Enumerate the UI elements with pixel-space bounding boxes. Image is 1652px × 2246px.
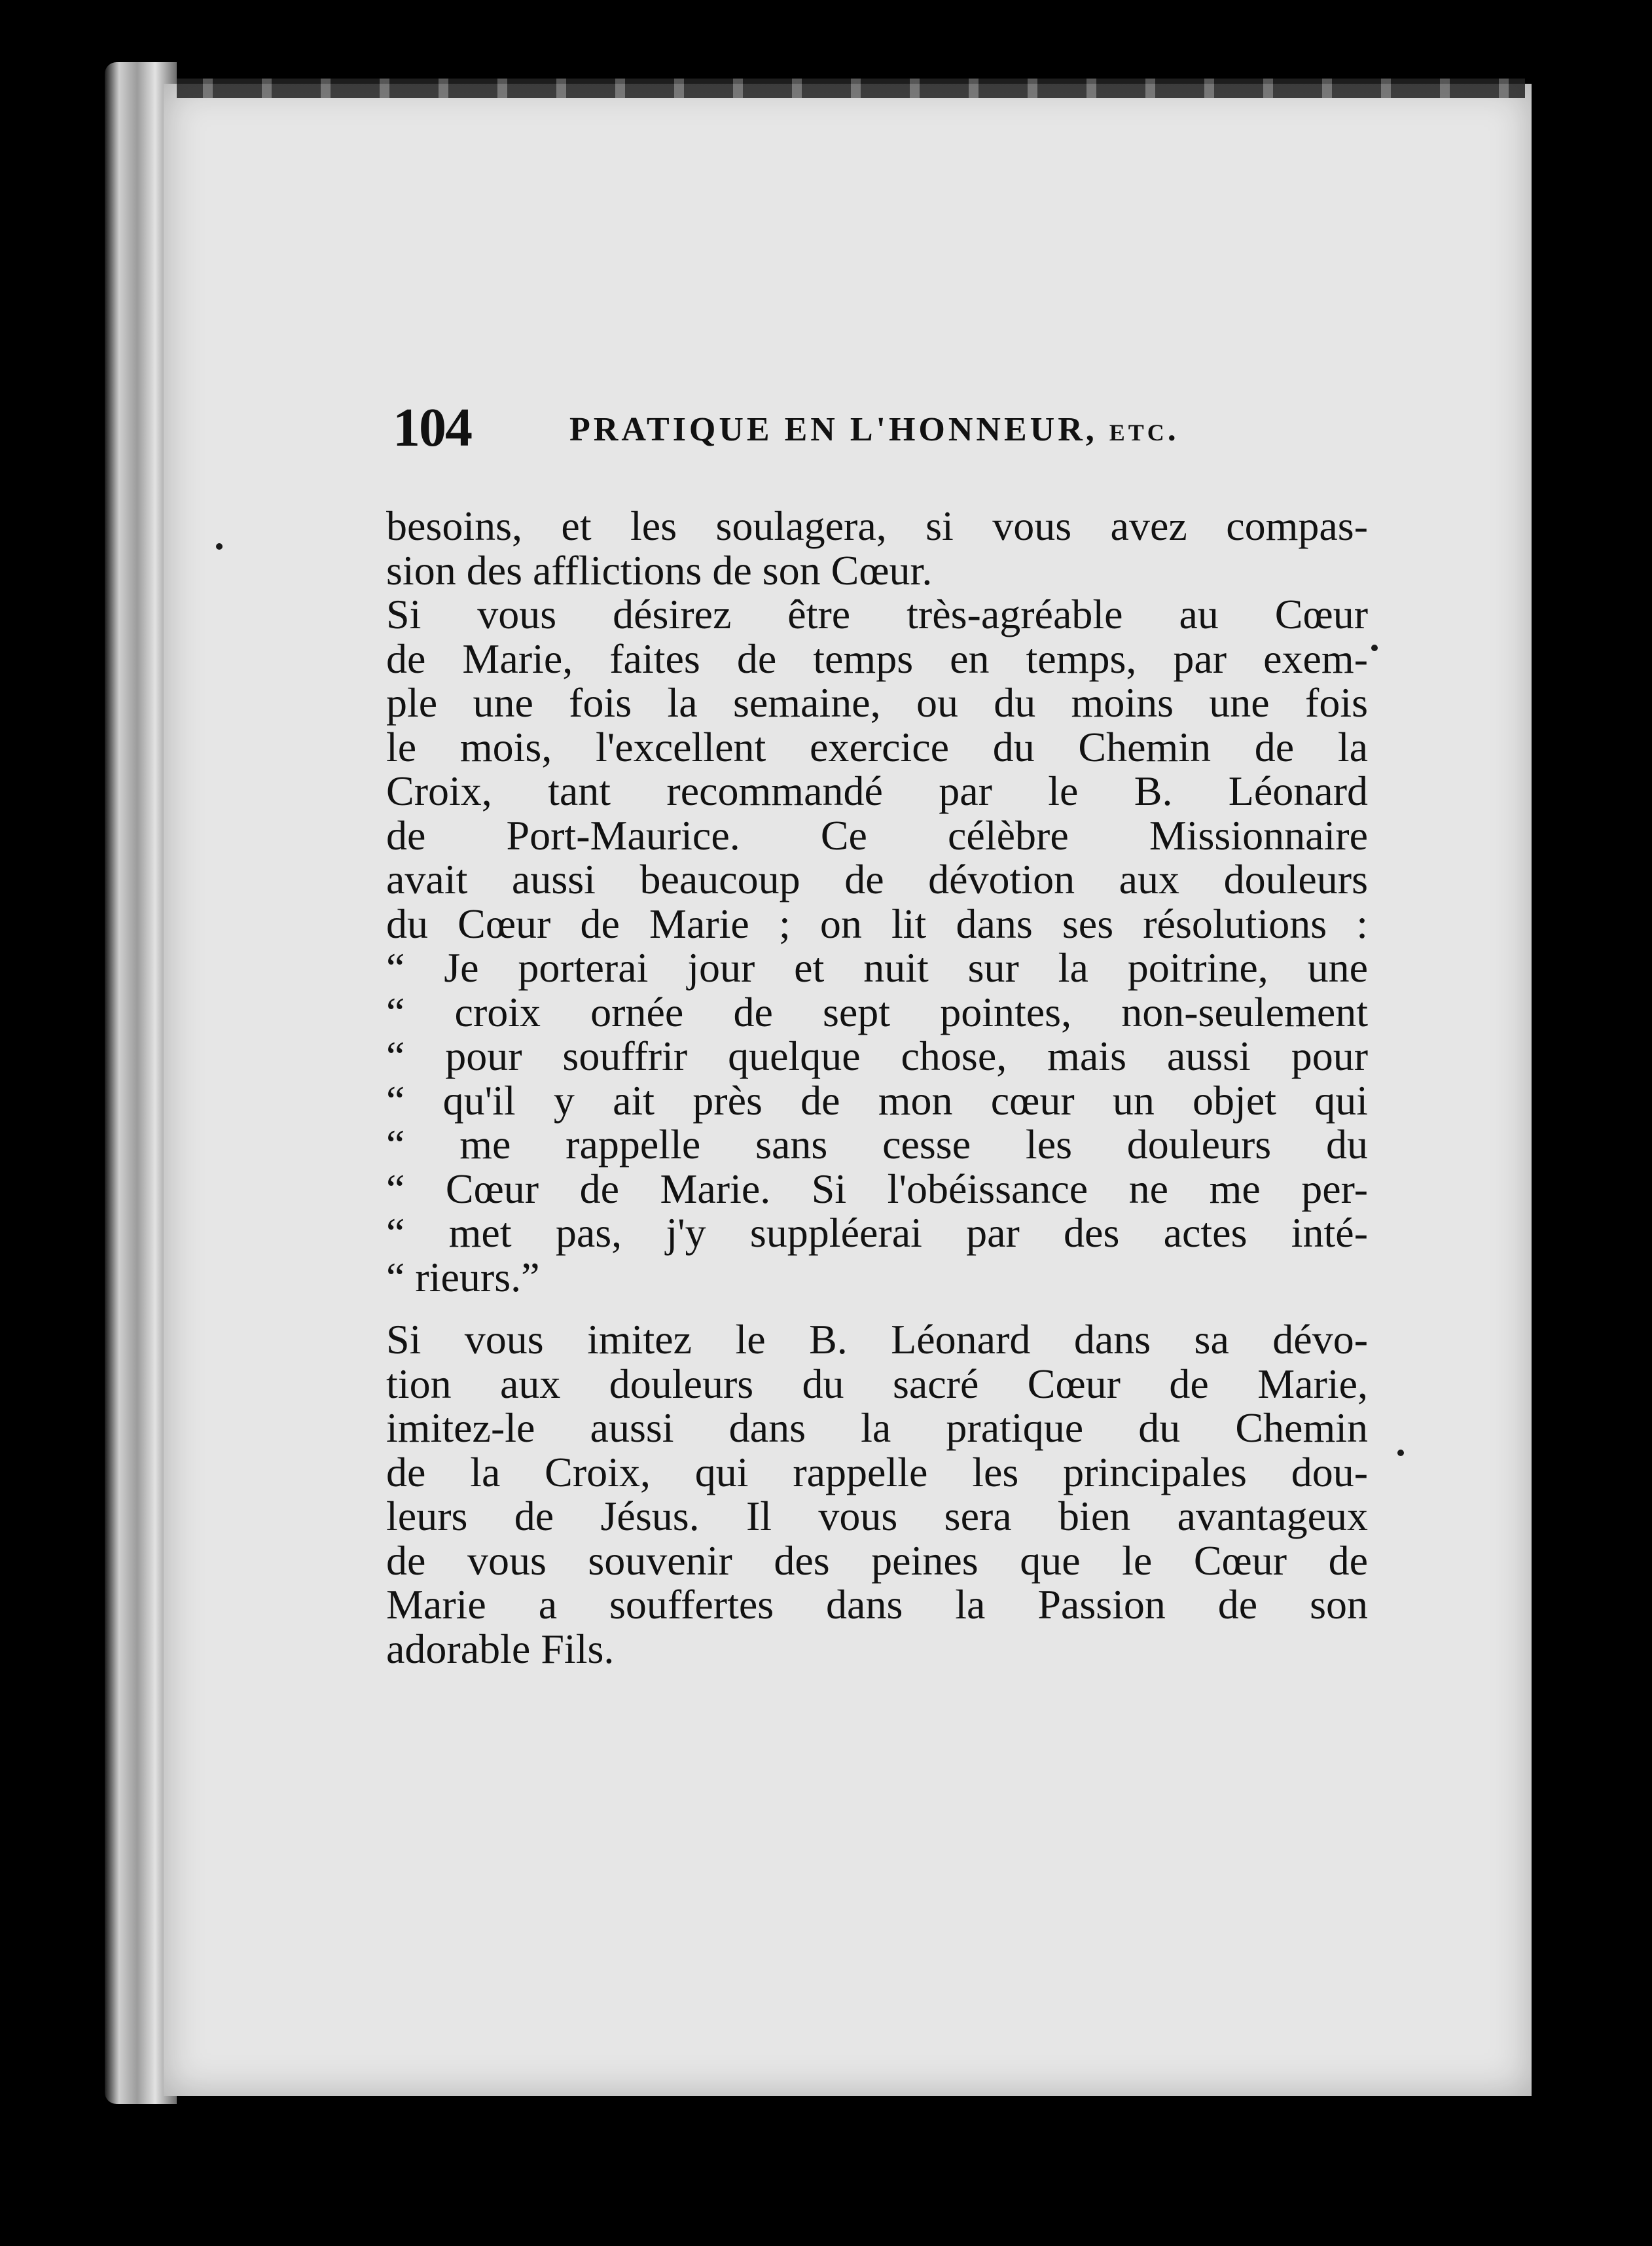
text-line: le mois, l'excellent exercice du Chemin de la — [386, 723, 1368, 770]
text-line: “ met pas, j'y suppléerai par des actes inté- — [386, 1209, 1368, 1256]
running-title: PRATIQUE EN L'HONNEUR, etc. — [569, 411, 1179, 448]
text-line: “ qu'il y ait près de mon cœur un objet qui — [386, 1077, 1368, 1124]
body-text — [386, 504, 1368, 1671]
text-line: imitez-le aussi dans la pratique du Chemin — [386, 1404, 1368, 1451]
text-line: leurs de Jésus. Il vous sera bien avantageux — [386, 1493, 1368, 1539]
speck — [216, 543, 223, 550]
text-line: Si vous imitez le B. Léonard dans sa dévo- — [386, 1316, 1368, 1363]
paragraph — [386, 1317, 1368, 1671]
page-top-edge — [177, 79, 1525, 98]
paragraph — [386, 504, 1368, 592]
text-line: adorable Fils. — [386, 1625, 615, 1672]
text-line: de vous souvenir des peines que le Cœur de — [386, 1537, 1368, 1584]
text-line: “ croix ornée de sept pointes, non-seulement — [386, 988, 1368, 1035]
speck — [1397, 1450, 1404, 1456]
speck — [1371, 645, 1378, 651]
text-line: de la Croix, qui rappelle les principales dou- — [386, 1448, 1368, 1495]
text-line: tion aux douleurs du sacré Cœur de Marie, — [386, 1360, 1368, 1407]
page-number: 104 — [393, 397, 471, 458]
text-line: “ pour souffrir quelque chose, mais aussi pour — [386, 1033, 1368, 1079]
text-line: besoins, et les soulagera, si vous avez compas- — [386, 503, 1368, 549]
text-line: Si vous désirez être très-agréable au Cœur — [386, 591, 1368, 637]
text-line: de Marie, faites de temps en temps, par exem- — [386, 635, 1368, 682]
paragraph — [386, 592, 1368, 1299]
text-line: “ rieurs.” — [386, 1253, 540, 1300]
page-header — [393, 396, 1374, 468]
text-line: de Port-Maurice. Ce célèbre Missionnaire — [386, 811, 1368, 859]
text-line: “ Je porterai jour et nuit sur la poitrine, une — [386, 944, 1368, 991]
text-line: ple une fois la semaine, ou du moins une fois — [386, 679, 1368, 726]
text-line: “ Cœur de Marie. Si l'obéissance ne me per- — [386, 1165, 1368, 1212]
text-line: avait aussi beaucoup de dévotion aux douleurs — [386, 856, 1368, 902]
text-line: du Cœur de Marie ; on lit dans ses résolutions : — [386, 900, 1368, 947]
text-line: Marie a souffertes dans la Passion de son — [386, 1581, 1368, 1628]
text-line: Croix, tant recommandé par le B. Léonard — [386, 768, 1368, 814]
text-line: sion des afflictions de son Cœur. — [386, 546, 933, 594]
text-line: “ me rappelle sans cesse les douleurs du — [386, 1121, 1368, 1168]
